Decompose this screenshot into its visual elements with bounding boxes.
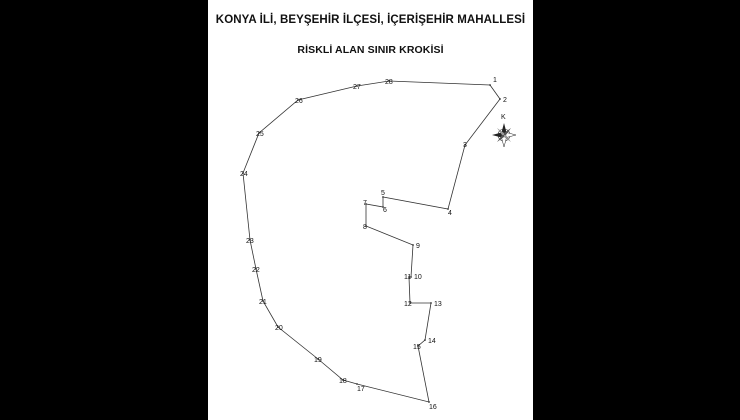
boundary-vertex-9 (412, 244, 414, 246)
risk-area-boundary (243, 81, 500, 402)
vertex-label-6: 6 (383, 207, 387, 214)
compass-north-label: K (501, 114, 506, 121)
compass-rose-icon (492, 123, 516, 147)
vertex-label-3: 3 (463, 142, 467, 149)
vertex-label-27: 27 (353, 84, 361, 91)
boundary-vertex-2 (499, 98, 501, 100)
vertex-label-26: 26 (295, 98, 303, 105)
vertex-label-7: 7 (363, 200, 367, 207)
vertex-label-11: 11 (404, 274, 412, 281)
vertex-label-19: 19 (314, 357, 322, 364)
vertex-label-18: 18 (339, 378, 347, 385)
vertex-label-24: 24 (240, 171, 248, 178)
map-subtitle: RİSKLİ ALAN SINIR KROKİSİ (297, 44, 444, 56)
map-title: KONYA İLİ, BEYŞEHİR İLÇESİ, İÇERİŞEHİR MAHALLESİ (215, 14, 526, 26)
vertex-label-20: 20 (275, 325, 283, 332)
boundary-vertex-14 (424, 339, 426, 341)
vertex-label-22: 22 (252, 267, 260, 274)
vertex-label-12: 12 (404, 301, 412, 308)
boundary-vertex-16 (428, 401, 430, 403)
boundary-vertex-17 (356, 383, 358, 385)
vertex-label-17: 17 (357, 386, 365, 393)
vertex-label-21: 21 (259, 299, 267, 306)
vertex-label-15: 15 (413, 344, 421, 351)
boundary-sketch (208, 0, 533, 420)
vertex-label-5: 5 (381, 190, 385, 197)
vertex-label-13: 13 (434, 301, 442, 308)
vertex-label-14: 14 (428, 338, 436, 345)
vertex-label-23: 23 (246, 238, 254, 245)
vertex-label-9: 9 (416, 243, 420, 250)
map-sheet (208, 0, 533, 420)
vertex-label-25: 25 (256, 131, 264, 138)
vertex-label-1: 1 (493, 77, 497, 84)
vertex-label-4: 4 (448, 210, 452, 217)
vertex-label-16: 16 (429, 404, 437, 411)
vertex-label-28: 28 (385, 79, 393, 86)
boundary-vertex-13 (430, 302, 432, 304)
vertex-label-2: 2 (503, 97, 507, 104)
vertex-label-8: 8 (363, 224, 367, 231)
vertex-label-10: 10 (414, 274, 422, 281)
boundary-vertex-1 (489, 84, 491, 86)
